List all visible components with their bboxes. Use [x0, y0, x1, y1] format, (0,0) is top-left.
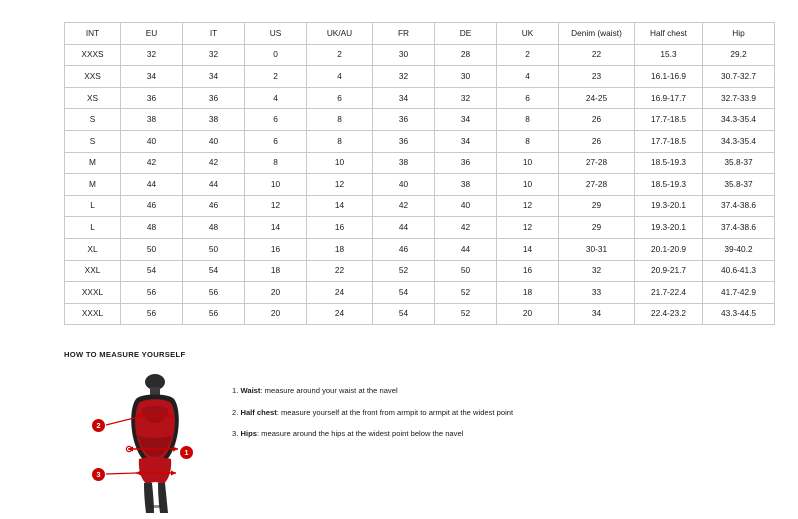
- size-value-cell: 38: [183, 109, 245, 131]
- column-header: DE: [435, 23, 497, 45]
- size-value-cell: 29: [559, 217, 635, 239]
- size-value-cell: 50: [183, 238, 245, 260]
- column-header: IT: [183, 23, 245, 45]
- size-value-cell: 2: [245, 66, 307, 88]
- measure-note-term: Hips: [240, 429, 257, 439]
- size-value-cell: 2: [307, 44, 373, 66]
- size-label-cell: S: [65, 109, 121, 131]
- measure-note-number: 1.: [232, 386, 239, 395]
- measure-note-text: : measure around your waist at the navel: [260, 386, 398, 395]
- how-to-measure-section: [64, 350, 744, 513]
- size-value-cell: 22: [559, 44, 635, 66]
- table-body: [65, 44, 775, 325]
- measure-note-text: : measure yourself at the front from armpit to armpit at the widest point: [276, 407, 514, 417]
- size-chart-table: [64, 22, 775, 325]
- column-header: INT: [65, 23, 121, 45]
- size-value-cell: 34: [183, 66, 245, 88]
- table-row: [65, 109, 775, 131]
- size-label-cell: XXS: [65, 66, 121, 88]
- size-value-cell: 52: [435, 282, 497, 304]
- size-value-cell: 38: [121, 109, 183, 131]
- measure-note-term: Waist: [240, 386, 261, 395]
- mannequin-figure: [92, 373, 212, 513]
- size-value-cell: 32: [373, 66, 435, 88]
- table-row: [65, 87, 775, 109]
- size-value-cell: 36: [373, 109, 435, 131]
- table-row: [65, 66, 775, 88]
- size-value-cell: 30.7-32.7: [703, 66, 775, 88]
- size-label-cell: XXXL: [65, 282, 121, 304]
- size-label-cell: XXXS: [65, 44, 121, 66]
- column-header: FR: [373, 23, 435, 45]
- measure-notes-list: [232, 373, 513, 452]
- size-value-cell: 56: [183, 282, 245, 304]
- size-value-cell: 2: [497, 44, 559, 66]
- size-value-cell: 20: [497, 303, 559, 325]
- size-value-cell: 17.7-18.5: [635, 130, 703, 152]
- size-value-cell: 16: [245, 238, 307, 260]
- size-value-cell: 42: [121, 152, 183, 174]
- size-value-cell: 12: [497, 217, 559, 239]
- table-row: [65, 282, 775, 304]
- size-value-cell: 16.1-16.9: [635, 66, 703, 88]
- table-header-row: [65, 23, 775, 45]
- table-row: [65, 195, 775, 217]
- size-value-cell: 34: [435, 109, 497, 131]
- size-value-cell: 35.8-37: [703, 174, 775, 196]
- size-value-cell: 21.7-22.4: [635, 282, 703, 304]
- size-label-cell: S: [65, 130, 121, 152]
- size-value-cell: 40.6-41.3: [703, 260, 775, 282]
- size-value-cell: 32: [559, 260, 635, 282]
- size-value-cell: 30-31: [559, 238, 635, 260]
- size-value-cell: 20: [245, 282, 307, 304]
- size-value-cell: 54: [121, 260, 183, 282]
- table-row: [65, 260, 775, 282]
- size-value-cell: 44: [435, 238, 497, 260]
- size-value-cell: 34: [435, 130, 497, 152]
- size-value-cell: 44: [373, 217, 435, 239]
- size-value-cell: 12: [245, 195, 307, 217]
- size-value-cell: 12: [307, 174, 373, 196]
- table-row: [65, 152, 775, 174]
- size-value-cell: 56: [183, 303, 245, 325]
- table-row: [65, 238, 775, 260]
- size-label-cell: M: [65, 174, 121, 196]
- size-value-cell: 10: [245, 174, 307, 196]
- table-row: [65, 303, 775, 325]
- size-value-cell: 46: [121, 195, 183, 217]
- size-value-cell: 40: [183, 130, 245, 152]
- size-value-cell: 33: [559, 282, 635, 304]
- size-value-cell: 37.4-38.6: [703, 217, 775, 239]
- size-value-cell: 34: [559, 303, 635, 325]
- measure-note: [232, 409, 513, 417]
- size-label-cell: XXXL: [65, 303, 121, 325]
- measure-marker-1: 1: [180, 446, 193, 459]
- size-value-cell: 8: [497, 109, 559, 131]
- size-value-cell: 18: [307, 238, 373, 260]
- size-value-cell: 27-28: [559, 152, 635, 174]
- size-value-cell: 38: [373, 152, 435, 174]
- size-value-cell: 14: [497, 238, 559, 260]
- table-row: [65, 130, 775, 152]
- size-value-cell: 48: [121, 217, 183, 239]
- size-value-cell: 23: [559, 66, 635, 88]
- how-to-measure-title: HOW TO MEASURE YOURSELF: [64, 350, 186, 359]
- size-value-cell: 27-28: [559, 174, 635, 196]
- table-row: [65, 44, 775, 66]
- column-header: Half chest: [635, 23, 703, 45]
- size-value-cell: 56: [121, 282, 183, 304]
- size-value-cell: 39-40.2: [703, 238, 775, 260]
- size-value-cell: 22.4-23.2: [635, 303, 703, 325]
- size-value-cell: 29: [559, 195, 635, 217]
- size-value-cell: 10: [307, 152, 373, 174]
- measure-note: [232, 430, 513, 438]
- size-value-cell: 18: [497, 282, 559, 304]
- size-value-cell: 46: [373, 238, 435, 260]
- size-value-cell: 36: [373, 130, 435, 152]
- size-value-cell: 22: [307, 260, 373, 282]
- size-value-cell: 20: [245, 303, 307, 325]
- measure-note-term: Half chest: [240, 407, 277, 417]
- size-value-cell: 48: [183, 217, 245, 239]
- size-value-cell: 26: [559, 130, 635, 152]
- size-value-cell: 10: [497, 152, 559, 174]
- column-header: Denim (waist): [559, 23, 635, 45]
- size-value-cell: 36: [435, 152, 497, 174]
- size-value-cell: 43.3-44.5: [703, 303, 775, 325]
- measure-note-number: 3.: [232, 429, 239, 439]
- how-to-measure-body: [64, 373, 744, 513]
- size-value-cell: 14: [245, 217, 307, 239]
- size-value-cell: 8: [307, 130, 373, 152]
- size-value-cell: 35.8-37: [703, 152, 775, 174]
- size-value-cell: 14: [307, 195, 373, 217]
- column-header: US: [245, 23, 307, 45]
- size-value-cell: 18: [245, 260, 307, 282]
- size-value-cell: 8: [497, 130, 559, 152]
- size-value-cell: 34: [373, 87, 435, 109]
- size-value-cell: 16: [497, 260, 559, 282]
- size-value-cell: 34.3-35.4: [703, 109, 775, 131]
- size-value-cell: 32.7-33.9: [703, 87, 775, 109]
- size-value-cell: 44: [183, 174, 245, 196]
- size-value-cell: 40: [435, 195, 497, 217]
- size-value-cell: 18.5-19.3: [635, 152, 703, 174]
- size-label-cell: M: [65, 152, 121, 174]
- size-value-cell: 42: [183, 152, 245, 174]
- size-value-cell: 32: [435, 87, 497, 109]
- size-value-cell: 10: [497, 174, 559, 196]
- size-value-cell: 18.5-19.3: [635, 174, 703, 196]
- size-value-cell: 6: [497, 87, 559, 109]
- size-value-cell: 44: [121, 174, 183, 196]
- size-value-cell: 52: [435, 303, 497, 325]
- size-value-cell: 30: [435, 66, 497, 88]
- size-value-cell: 42: [435, 217, 497, 239]
- size-label-cell: L: [65, 217, 121, 239]
- size-value-cell: 15.3: [635, 44, 703, 66]
- size-value-cell: 54: [373, 282, 435, 304]
- size-value-cell: 50: [121, 238, 183, 260]
- size-value-cell: 0: [245, 44, 307, 66]
- size-value-cell: 32: [183, 44, 245, 66]
- measure-marker-3: 3: [92, 468, 105, 481]
- size-value-cell: 19.3-20.1: [635, 217, 703, 239]
- size-value-cell: 40: [373, 174, 435, 196]
- size-value-cell: 20.1-20.9: [635, 238, 703, 260]
- size-value-cell: 29.2: [703, 44, 775, 66]
- size-value-cell: 30: [373, 44, 435, 66]
- size-value-cell: 8: [307, 109, 373, 131]
- size-value-cell: 24-25: [559, 87, 635, 109]
- size-value-cell: 4: [307, 66, 373, 88]
- size-label-cell: XS: [65, 87, 121, 109]
- mannequin-illustration: [92, 373, 212, 513]
- size-value-cell: 24: [307, 282, 373, 304]
- column-header: Hip: [703, 23, 775, 45]
- measure-note-number: 2.: [232, 407, 239, 417]
- size-chart-container: [64, 22, 757, 325]
- size-value-cell: 40: [121, 130, 183, 152]
- size-value-cell: 17.7-18.5: [635, 109, 703, 131]
- measure-note-text: : measure around the hips at the widest point below the navel: [256, 429, 464, 439]
- size-value-cell: 6: [307, 87, 373, 109]
- size-value-cell: 16: [307, 217, 373, 239]
- size-label-cell: XXL: [65, 260, 121, 282]
- size-value-cell: 6: [245, 130, 307, 152]
- size-value-cell: 37.4-38.6: [703, 195, 775, 217]
- size-value-cell: 8: [245, 152, 307, 174]
- column-header: EU: [121, 23, 183, 45]
- table-row: [65, 174, 775, 196]
- size-value-cell: 12: [497, 195, 559, 217]
- measure-note: [232, 387, 513, 395]
- size-value-cell: 24: [307, 303, 373, 325]
- size-value-cell: 20.9-21.7: [635, 260, 703, 282]
- size-value-cell: 32: [121, 44, 183, 66]
- size-value-cell: 52: [373, 260, 435, 282]
- size-value-cell: 41.7-42.9: [703, 282, 775, 304]
- measure-marker-2: 2: [92, 419, 105, 432]
- size-label-cell: XL: [65, 238, 121, 260]
- size-value-cell: 6: [245, 109, 307, 131]
- size-value-cell: 42: [373, 195, 435, 217]
- size-value-cell: 16.9-17.7: [635, 87, 703, 109]
- size-value-cell: 34.3-35.4: [703, 130, 775, 152]
- size-value-cell: 26: [559, 109, 635, 131]
- size-value-cell: 54: [183, 260, 245, 282]
- size-value-cell: 54: [373, 303, 435, 325]
- size-label-cell: L: [65, 195, 121, 217]
- size-value-cell: 19.3-20.1: [635, 195, 703, 217]
- size-value-cell: 38: [435, 174, 497, 196]
- size-value-cell: 4: [497, 66, 559, 88]
- size-value-cell: 4: [245, 87, 307, 109]
- table-row: [65, 217, 775, 239]
- size-value-cell: 46: [183, 195, 245, 217]
- size-value-cell: 50: [435, 260, 497, 282]
- column-header: UK: [497, 23, 559, 45]
- size-value-cell: 36: [121, 87, 183, 109]
- size-value-cell: 36: [183, 87, 245, 109]
- column-header: UK/AU: [307, 23, 373, 45]
- size-value-cell: 34: [121, 66, 183, 88]
- size-value-cell: 28: [435, 44, 497, 66]
- size-value-cell: 56: [121, 303, 183, 325]
